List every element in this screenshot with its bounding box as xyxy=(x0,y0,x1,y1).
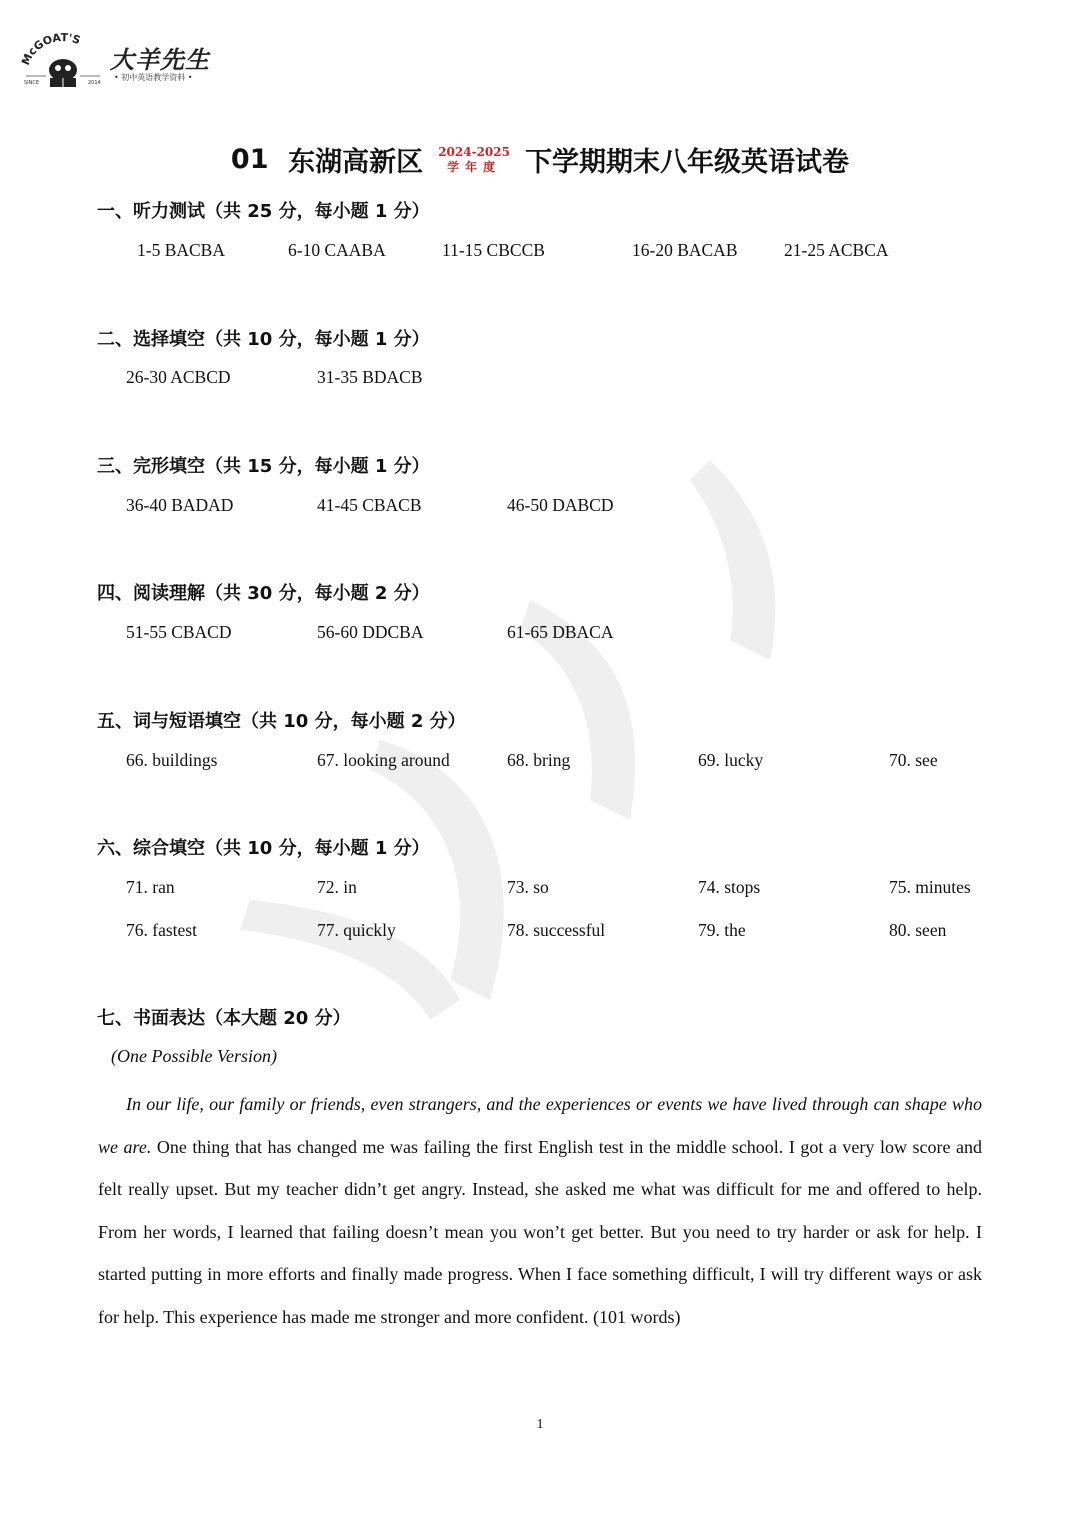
brand-logo xyxy=(18,32,228,96)
answer-row xyxy=(0,495,1080,521)
essay-text: One thing that has changed me was failing the first English test in the middle school. I got a very low score and felt really upset. But my teacher didn’t get angry. Instead, she asked me what was difficult for me and offered to help. From her words, I learned that failing doesn’t mean you won’t get better. But you need to try harder or ask for help. I started putting in more efforts and finally made progress. When I face something difficult, I will try different ways or ask for help. This experience has made me stronger and more confident. (101 words) xyxy=(98,1136,982,1327)
answer-cell: 68. bring xyxy=(507,750,571,770)
answer-cell: 16-20 BACAB xyxy=(632,240,738,260)
answer-cell: 69. lucky xyxy=(698,750,764,770)
title-district: 东湖高新区 xyxy=(288,147,424,178)
answer-cell: 51-55 CBACD xyxy=(126,622,232,642)
answer-cell: 79. the xyxy=(698,920,746,940)
answer-cell: 71. ran xyxy=(126,877,175,897)
title-year-range: 2024-2025 xyxy=(438,144,510,159)
answer-cell: 1-5 BACBA xyxy=(137,240,225,260)
title-main: 下学期期末八年级英语试卷 xyxy=(525,147,850,178)
answer-cell: 31-35 BDACB xyxy=(317,367,423,387)
answer-cell: 21-25 ACBCA xyxy=(784,240,889,260)
answer-cell: 6-10 CAABA xyxy=(288,240,386,260)
answer-cell: 41-45 CBACB xyxy=(317,495,422,515)
title-year-label: 学年度 xyxy=(447,159,502,174)
watermark-brush-strokes xyxy=(230,440,830,1040)
goat-mascot-icon xyxy=(18,32,108,94)
answer-cell: 56-60 DDCBA xyxy=(317,622,424,642)
answer-cell: 74. stops xyxy=(698,877,761,897)
answer-row xyxy=(0,240,1080,266)
logo-year: 2014 xyxy=(88,80,101,86)
answer-row xyxy=(0,920,1080,946)
svg-text:McGOAT'S xyxy=(19,32,82,67)
answer-row xyxy=(0,750,1080,776)
answer-cell: 73. so xyxy=(507,877,549,897)
title-year-badge xyxy=(438,145,510,175)
answer-cell: 36-40 BADAD xyxy=(126,495,234,515)
page-number: 1 xyxy=(536,1417,544,1432)
answer-row xyxy=(0,877,1080,903)
answer-cell: 26-30 ACBCD xyxy=(126,367,231,387)
logo-subtitle: • 初中英语教学资料 • xyxy=(114,73,193,82)
section-heading-cloze: 三、完形填空（共 15 分，每小题 1 分） xyxy=(97,456,430,477)
logo-arc-text: McGOAT'S xyxy=(19,32,83,68)
answer-cell: 46-50 DABCD xyxy=(507,495,614,515)
essay-version-label: (One Possible Version) xyxy=(111,1046,277,1066)
answer-cell: 77. quickly xyxy=(317,920,396,940)
title-number: 01 xyxy=(230,144,269,175)
answer-cell: 67. looking around xyxy=(317,750,450,770)
essay-intro: In our life, our family or friends, even strangers, and the experiences or events we have lived through can shape who we are. xyxy=(98,1094,982,1157)
document-title xyxy=(0,140,1080,179)
section-heading-reading: 四、阅读理解（共 30 分，每小题 2 分） xyxy=(97,583,430,604)
logo-since: SINCE xyxy=(24,80,40,86)
answer-cell: 75. minutes xyxy=(889,877,971,897)
section-heading-listening: 一、听力测试（共 25 分，每小题 1 分） xyxy=(97,201,430,222)
answer-cell: 61-65 DBACA xyxy=(507,622,614,642)
answer-row xyxy=(0,367,1080,393)
section-heading-comprehensive-fill: 六、综合填空（共 10 分，每小题 1 分） xyxy=(97,838,430,859)
answer-cell: 66. buildings xyxy=(126,750,218,770)
answer-row xyxy=(0,622,1080,648)
logo-name: 大羊先生 xyxy=(110,46,210,74)
answer-cell: 80. seen xyxy=(889,920,947,940)
section-heading-word-fill: 五、词与短语填空（共 10 分，每小题 2 分） xyxy=(97,711,466,732)
answer-cell: 11-15 CBCCB xyxy=(442,240,545,260)
answer-cell: 70. see xyxy=(889,750,938,770)
section-heading-multiple-choice: 二、选择填空（共 10 分，每小题 1 分） xyxy=(97,329,430,350)
answer-cell: 72. in xyxy=(317,877,357,897)
answer-cell: 78. successful xyxy=(507,920,606,940)
answer-cell: 76. fastest xyxy=(126,920,197,940)
essay-body xyxy=(98,1083,982,1338)
section-heading-writing: 七、书面表达（本大题 20 分） xyxy=(97,1008,351,1029)
